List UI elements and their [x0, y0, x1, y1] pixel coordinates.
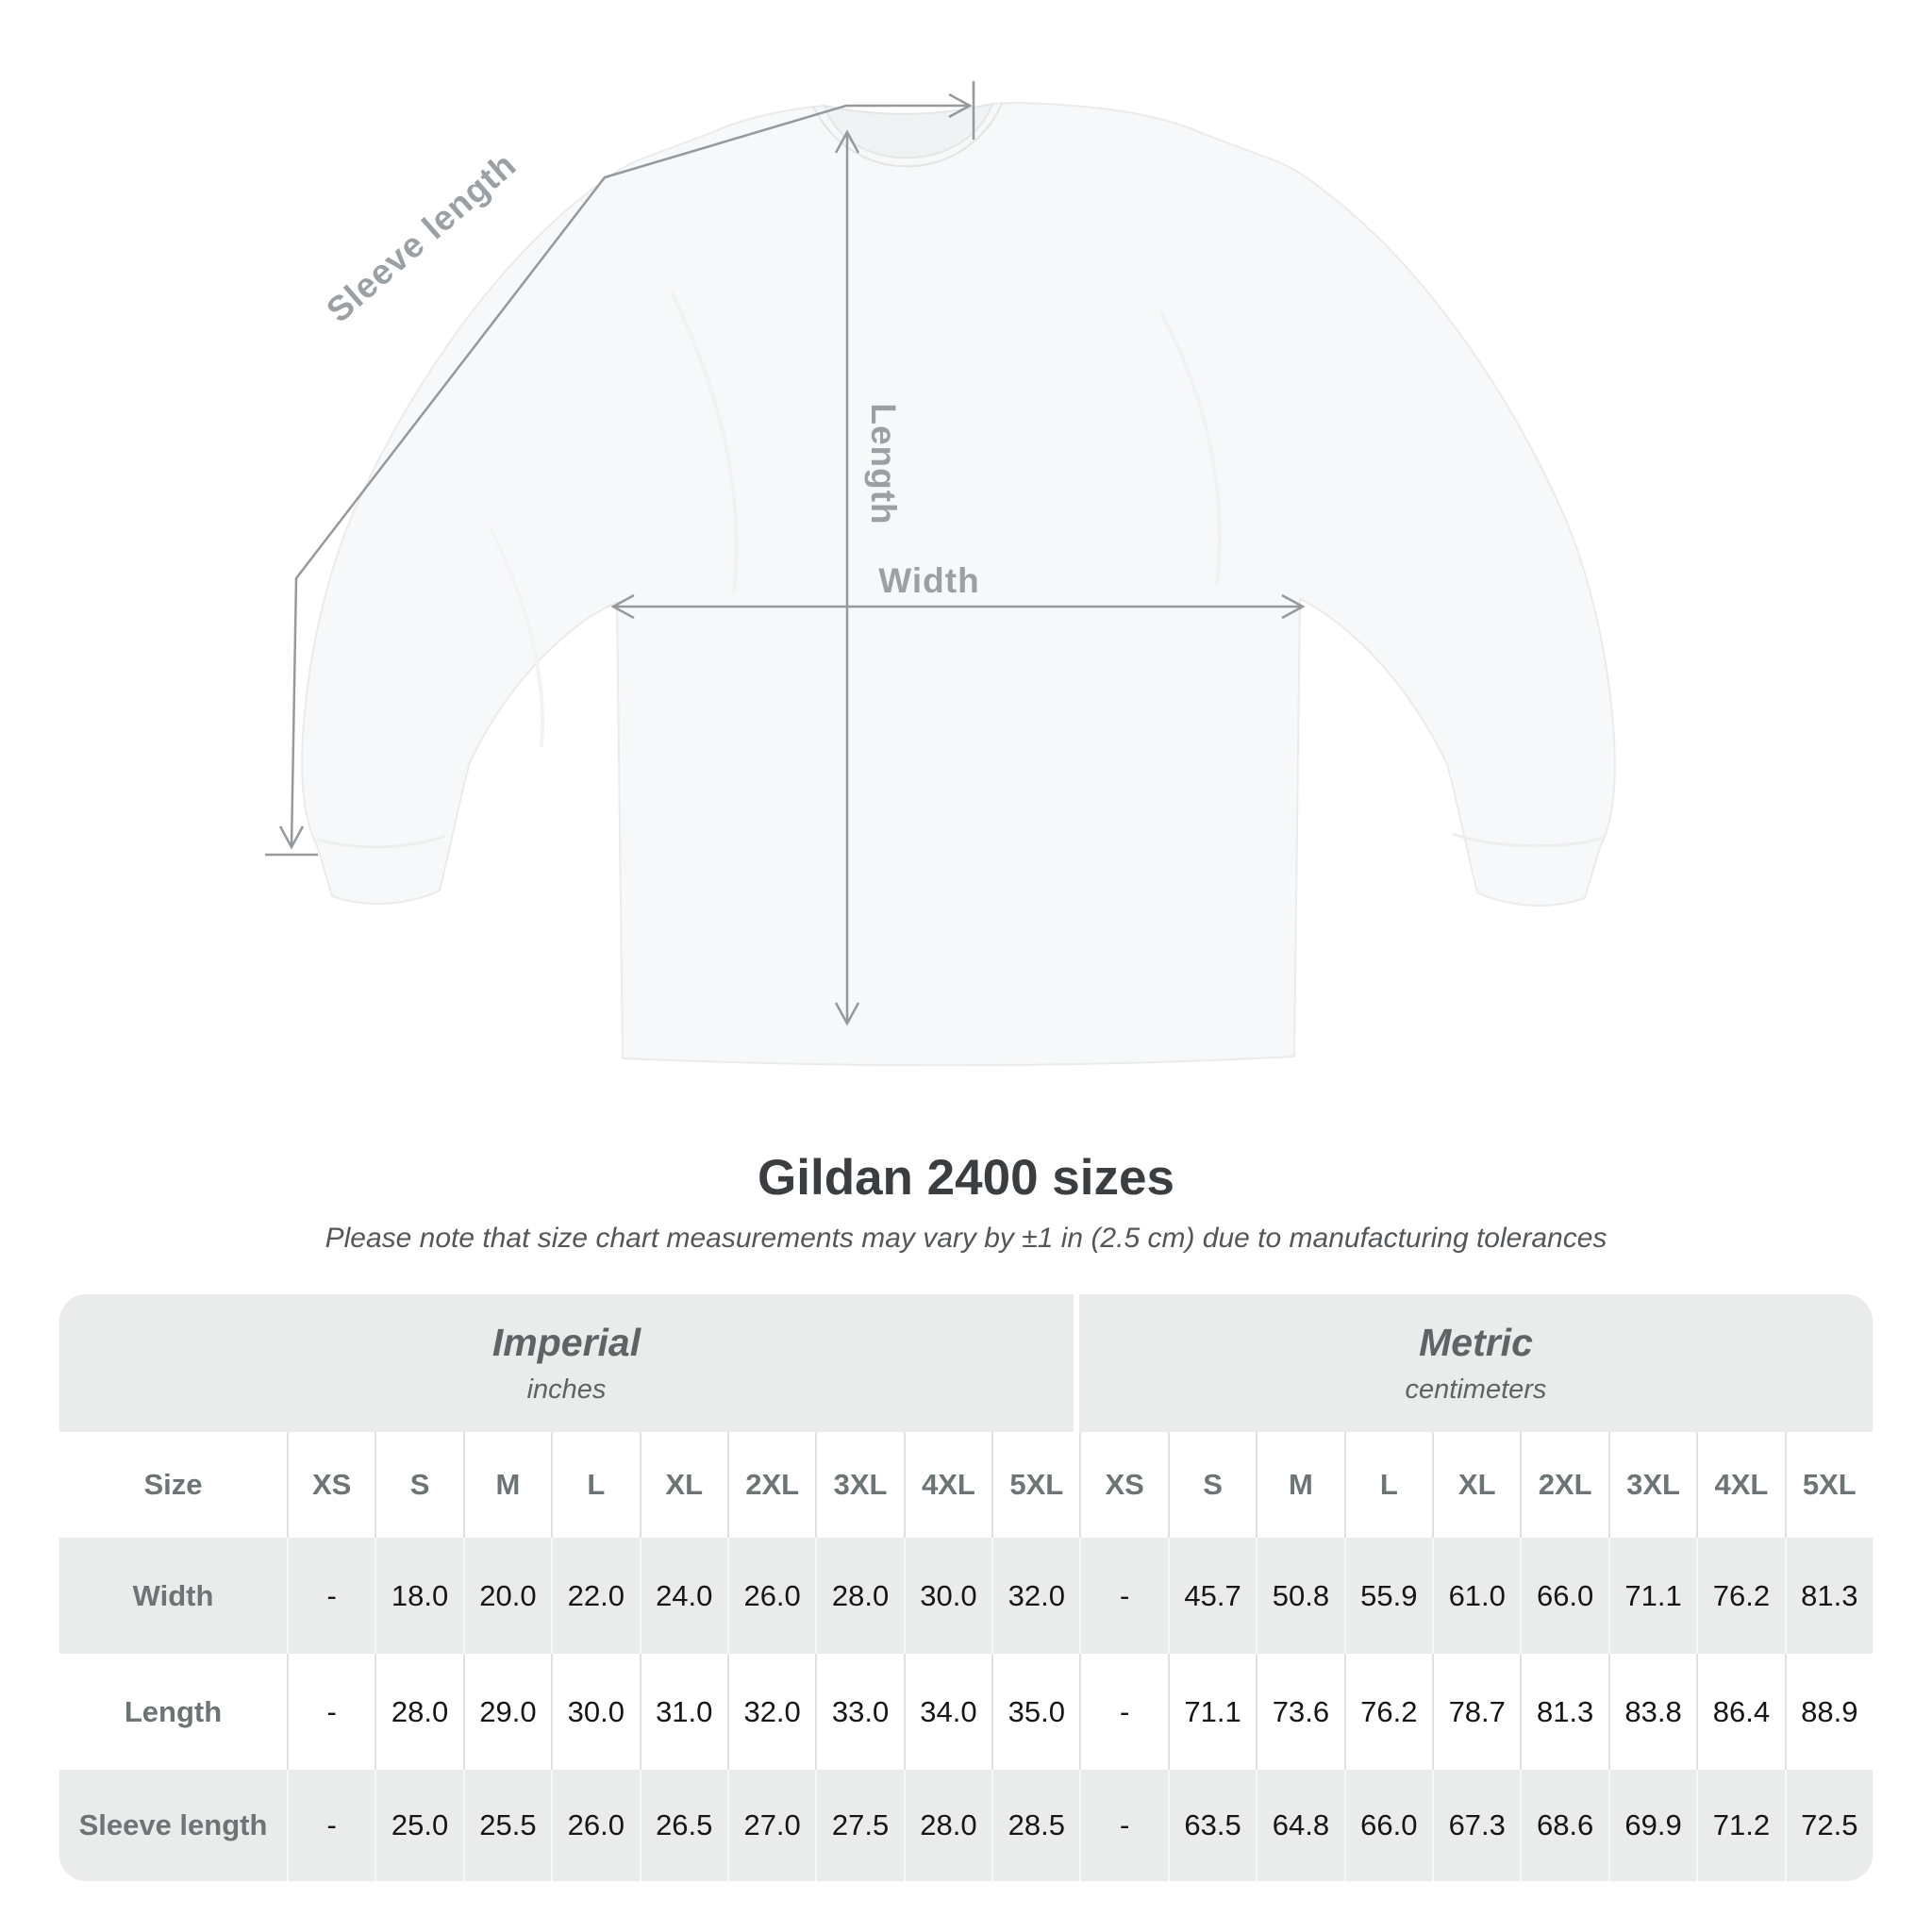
row-label: Sleeve length — [78, 1808, 268, 1841]
value-cell-metric: 64.8 — [1256, 1770, 1343, 1881]
value-cell-imperial: 26.5 — [640, 1770, 727, 1881]
unit-group-metric — [1079, 1294, 1873, 1432]
size-table — [59, 1294, 1873, 1881]
value-cell-metric: 61.0 — [1432, 1538, 1520, 1654]
size-header-imperial-l: L — [551, 1432, 639, 1538]
row-label: Length — [124, 1694, 223, 1728]
metric-heading: Metric — [1419, 1321, 1533, 1364]
value-cell-imperial: 31.0 — [640, 1654, 727, 1770]
measurement-row-width — [59, 1538, 1873, 1654]
value-cell-imperial: 28.0 — [904, 1770, 991, 1881]
measurement-row-length — [59, 1654, 1873, 1770]
size-header-metric-m: M — [1256, 1432, 1343, 1538]
length-label: Length — [864, 403, 903, 525]
value-cell-metric: - — [1079, 1654, 1167, 1770]
value-cell-imperial: 25.5 — [463, 1770, 551, 1881]
value-cell-imperial: 28.0 — [815, 1538, 903, 1654]
value-cell-metric: 76.2 — [1696, 1538, 1784, 1654]
value-cell-imperial: 20.0 — [463, 1538, 551, 1654]
value-cell-imperial: - — [287, 1770, 375, 1881]
size-header-imperial-xs: XS — [287, 1432, 375, 1538]
value-cell-metric: 68.6 — [1520, 1770, 1607, 1881]
value-cell-metric: 72.5 — [1785, 1770, 1873, 1881]
value-cell-imperial: - — [287, 1654, 375, 1770]
value-cell-imperial: 26.0 — [551, 1770, 639, 1881]
size-header-imperial-s: S — [375, 1432, 462, 1538]
value-cell-metric: 71.2 — [1696, 1770, 1784, 1881]
value-cell-imperial: 26.0 — [727, 1538, 815, 1654]
sleeve-length-label: Sleeve length — [319, 144, 525, 330]
value-cell-imperial: 27.0 — [727, 1770, 815, 1881]
value-cell-imperial: 24.0 — [640, 1538, 727, 1654]
size-grid — [59, 1432, 1873, 1881]
value-cell-metric: 45.7 — [1168, 1538, 1256, 1654]
value-cell-imperial: 30.0 — [551, 1654, 639, 1770]
value-cell-metric: 50.8 — [1256, 1538, 1343, 1654]
size-header-metric-xl: XL — [1432, 1432, 1520, 1538]
size-header-metric-s: S — [1168, 1432, 1256, 1538]
size-header-imperial-5xl: 5XL — [991, 1432, 1079, 1538]
unit-group-imperial — [59, 1294, 1074, 1432]
value-cell-imperial: - — [287, 1538, 375, 1654]
width-label: Width — [878, 561, 980, 600]
value-cell-imperial: 32.0 — [991, 1538, 1079, 1654]
imperial-unit-label: inches — [526, 1374, 607, 1405]
size-column-header: Size — [143, 1468, 203, 1501]
value-cell-imperial: 27.5 — [815, 1770, 903, 1881]
value-cell-metric: - — [1079, 1538, 1167, 1654]
value-cell-imperial: 29.0 — [463, 1654, 551, 1770]
value-cell-metric: 71.1 — [1608, 1538, 1696, 1654]
size-header-imperial-m: M — [463, 1432, 551, 1538]
unit-band — [59, 1294, 1873, 1432]
value-cell-metric: 66.0 — [1344, 1770, 1432, 1881]
value-cell-metric: 78.7 — [1432, 1654, 1520, 1770]
value-cell-metric: 81.3 — [1785, 1538, 1873, 1654]
value-cell-imperial: 32.0 — [727, 1654, 815, 1770]
value-cell-metric: 67.3 — [1432, 1770, 1520, 1881]
value-cell-metric: 71.1 — [1168, 1654, 1256, 1770]
size-header-metric-3xl: 3XL — [1608, 1432, 1696, 1538]
value-cell-imperial: 33.0 — [815, 1654, 903, 1770]
value-cell-metric: 81.3 — [1520, 1654, 1607, 1770]
value-cell-metric: 69.9 — [1608, 1770, 1696, 1881]
value-cell-imperial: 18.0 — [375, 1538, 462, 1654]
value-cell-metric: 66.0 — [1520, 1538, 1607, 1654]
value-cell-imperial: 28.5 — [991, 1770, 1079, 1881]
value-cell-imperial: 25.0 — [375, 1770, 462, 1881]
size-header-imperial-2xl: 2XL — [727, 1432, 815, 1538]
page-title: Gildan 2400 sizes — [758, 1150, 1174, 1206]
value-cell-metric: 73.6 — [1256, 1654, 1343, 1770]
value-cell-metric: 76.2 — [1344, 1654, 1432, 1770]
value-cell-metric: 88.9 — [1785, 1654, 1873, 1770]
value-cell-imperial: 35.0 — [991, 1654, 1079, 1770]
size-header-imperial-3xl: 3XL — [815, 1432, 903, 1538]
size-header-metric-4xl: 4XL — [1696, 1432, 1784, 1538]
size-header-metric-5xl: 5XL — [1785, 1432, 1873, 1538]
value-cell-metric: 83.8 — [1608, 1654, 1696, 1770]
value-cell-metric: 86.4 — [1696, 1654, 1784, 1770]
measurement-row-sleeve-length — [59, 1770, 1873, 1881]
value-cell-imperial: 22.0 — [551, 1538, 639, 1654]
value-cell-imperial: 34.0 — [904, 1654, 991, 1770]
size-header-row — [59, 1432, 1873, 1538]
row-label: Width — [132, 1578, 214, 1612]
value-cell-metric: 55.9 — [1344, 1538, 1432, 1654]
size-header-metric-xs: XS — [1079, 1432, 1167, 1538]
size-header-metric-2xl: 2XL — [1520, 1432, 1607, 1538]
value-cell-metric: 63.5 — [1168, 1770, 1256, 1881]
metric-unit-label: centimeters — [1405, 1374, 1547, 1405]
value-cell-imperial: 28.0 — [375, 1654, 462, 1770]
imperial-heading: Imperial — [491, 1321, 641, 1364]
size-header-imperial-4xl: 4XL — [904, 1432, 991, 1538]
tolerance-note: Please note that size chart measurements may vary by ±1 in (2.5 cm) due to manufacturing tolerances — [325, 1223, 1607, 1254]
size-header-metric-l: L — [1344, 1432, 1432, 1538]
value-cell-metric: - — [1079, 1770, 1167, 1881]
size-header-imperial-xl: XL — [640, 1432, 727, 1538]
value-cell-imperial: 30.0 — [904, 1538, 991, 1654]
